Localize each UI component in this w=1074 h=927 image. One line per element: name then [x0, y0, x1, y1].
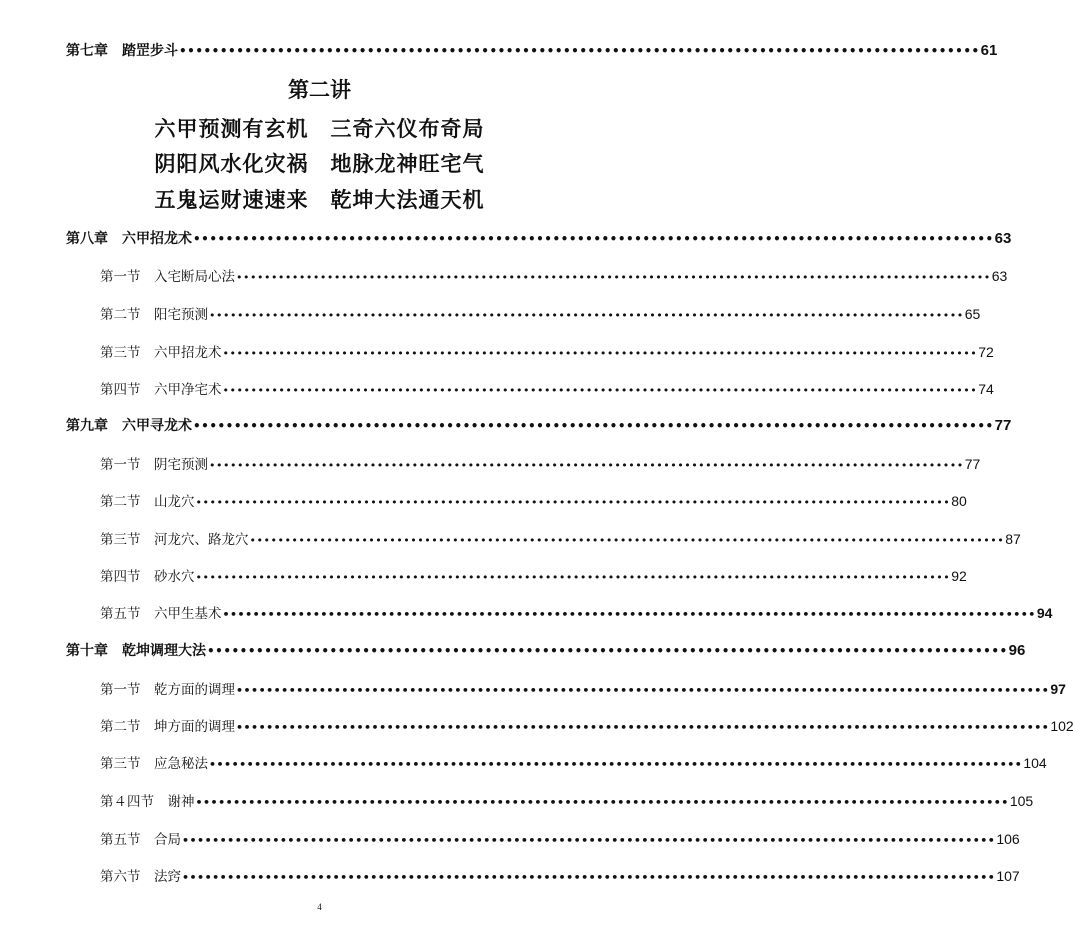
- toc-entry-line: [100, 602, 1053, 622]
- chapter-title: 第八章 六甲招龙术: [66, 231, 192, 247]
- page-number: 61: [980, 42, 998, 59]
- toc-section: [0, 600, 1053, 624]
- page-number: 63: [991, 268, 1008, 284]
- toc-entry-line: [100, 490, 967, 510]
- page-number: 77: [994, 417, 1012, 434]
- leader-dots: ••••••••••••••••••••••••••••••••••••••••••••••••••••••••••••••••••••••••••••••••••••••••••••••••••••••••••••: [222, 347, 978, 360]
- chapter-title: 第十章 乾坤调理大法: [66, 643, 206, 659]
- toc-section: [0, 451, 981, 475]
- page-number: 107: [996, 868, 1020, 884]
- section-title: 第二节 山龙穴: [100, 494, 195, 510]
- toc-section: [0, 713, 1074, 737]
- toc-chapter-10: [0, 638, 1026, 662]
- verse-line-2: 阴阳风水化灾祸 地脉龙神旺宅气: [154, 151, 485, 176]
- leader-dots: ••••••••••••••••••••••••••••••••••••••••••••••••••••••••••••••••••••••••••••••••••••••••••••••••••••••••••••: [236, 721, 1050, 734]
- page-number: 105: [1009, 793, 1034, 809]
- leader-dots: ••••••••••••••••••••••••••••••••••••••••••••••••••••••••••••••••••••••••••••••••••••••••••••••••••••••••••••: [236, 684, 1050, 697]
- toc-section: [0, 750, 1047, 774]
- page-number: 102: [1050, 718, 1074, 734]
- toc-entry-line: [100, 828, 1020, 848]
- toc-entry-line: [100, 303, 981, 323]
- toc-entry-line: [100, 678, 1066, 698]
- chapter-title: 第九章 六甲寻龙术: [66, 418, 192, 434]
- toc-entry-line: [100, 528, 1021, 548]
- section-title: 第三节 河龙穴、路龙穴: [100, 532, 249, 548]
- leader-dots: ••••••••••••••••••••••••••••••••••••••••••••••••••••••••••••••••••••••••••••••••••••••••••••••••••••••••••••: [222, 384, 978, 397]
- page-number: 63: [994, 230, 1012, 247]
- toc-section: [0, 826, 1020, 850]
- toc-entry-line: [100, 565, 967, 585]
- page-number: 80: [951, 493, 967, 509]
- leader-dots: ••••••••••••••••••••••••••••••••••••••••••••••••••••••••••••••••••••••••••••••••••••••••••••••••••••••••••••: [195, 571, 951, 584]
- leader-dots: ••••••••••••••••••••••••••••••••••••••••••••••••••••••••••••••••••••••••••••••••••••••••••••••••••••••••••••: [182, 871, 996, 884]
- toc-section: [0, 376, 994, 400]
- page-number: 87: [1005, 531, 1021, 547]
- lecture-title: 第二讲: [288, 77, 351, 102]
- verse-line-3: 五鬼运财速速来 乾坤大法通天机: [154, 187, 485, 212]
- toc-entry-line: [66, 415, 1012, 435]
- page-number: 92: [951, 568, 967, 584]
- page-number: 94: [1036, 605, 1053, 621]
- section-title: 第五节 合局: [100, 832, 181, 848]
- section-title: 第四节 六甲净宅术: [100, 382, 222, 398]
- leader-dots: ••••••••••••••••••••••••••••••••••••••••••••••••••••••••••••••••••••••••••••••••••••••••••••••••••••••••••••: [209, 309, 964, 322]
- toc-entry-line: [66, 228, 1012, 248]
- leader-dots: ••••••••••••••••••••••••••••••••••••••••••••••••••••••••••••••••••••••••••••••••••••••••••••••••••: [193, 232, 994, 246]
- toc-entry-line: [100, 715, 1074, 735]
- section-title: 第三节 应急秘法: [100, 756, 208, 772]
- page-number: 72: [978, 344, 994, 360]
- toc-entry-line: [100, 752, 1047, 772]
- toc-section: [0, 676, 1066, 700]
- toc-entry-line: [100, 265, 1008, 285]
- leader-dots: ••••••••••••••••••••••••••••••••••••••••••••••••••••••••••••••••••••••••••••••••••••••••••••••••••••••••••••: [209, 758, 1023, 771]
- toc-section: [0, 301, 981, 325]
- leader-dots: ••••••••••••••••••••••••••••••••••••••••••••••••••••••••••••••••••••••••••••••••••••••••••••••••••••••••••••: [236, 271, 991, 284]
- page-number: 97: [1050, 681, 1066, 697]
- toc-section: [0, 263, 1008, 287]
- section-title: 第五节 六甲生基术: [100, 606, 222, 622]
- toc-chapter-8: [0, 226, 1012, 250]
- page-number: 74: [978, 381, 994, 397]
- toc-chapter-9: [0, 413, 1012, 437]
- toc-section: [0, 339, 994, 363]
- toc-section: [0, 563, 967, 587]
- section-title: 第一节 阴宅预测: [100, 457, 208, 473]
- leader-dots: ••••••••••••••••••••••••••••••••••••••••••••••••••••••••••••••••••••••••••••••••••••••••••••••••••: [207, 644, 1008, 658]
- verse-line-1: 六甲预测有玄机 三奇六仪布奇局: [154, 116, 485, 141]
- toc-section: [0, 488, 967, 512]
- toc-section: [0, 526, 1021, 550]
- section-title: 第二节 阳宅预测: [100, 307, 208, 323]
- leader-dots: ••••••••••••••••••••••••••••••••••••••••••••••••••••••••••••••••••••••••••••••••••••••••••••••••••••••••••••: [222, 608, 1036, 621]
- leader-dots: ••••••••••••••••••••••••••••••••••••••••••••••••••••••••••••••••••••••••••••••••••••••••••••••••••••••••••••: [195, 796, 1009, 809]
- leader-dots: ••••••••••••••••••••••••••••••••••••••••••••••••••••••••••••••••••••••••••••••••••••••••••••••••••••••••••••: [209, 459, 964, 472]
- page-number: 96: [1008, 642, 1026, 659]
- section-title: 第一节 入宅断局心法: [100, 269, 235, 285]
- footer-page-number: 4: [317, 902, 322, 912]
- leader-dots: ••••••••••••••••••••••••••••••••••••••••••••••••••••••••••••••••••••••••••••••••••••••••••••••••••••••••••••: [195, 496, 951, 509]
- toc-entry-line: [66, 640, 1026, 660]
- toc-entry-line: [100, 378, 994, 398]
- toc-entry-line: [100, 453, 981, 473]
- toc-entry-line: [100, 790, 1034, 810]
- section-title: 第三节 六甲招龙术: [100, 345, 222, 361]
- leader-dots: ••••••••••••••••••••••••••••••••••••••••••••••••••••••••••••••••••••••••••••••••••••••••••••••••••: [193, 419, 994, 433]
- page-number: 106: [996, 831, 1020, 847]
- toc-entry-line: [100, 341, 994, 361]
- page-number: 65: [964, 306, 981, 322]
- page-number: 104: [1023, 755, 1047, 771]
- leader-dots: ••••••••••••••••••••••••••••••••••••••••••••••••••••••••••••••••••••••••••••••••••••••••••••••••••••••••••••: [182, 834, 996, 847]
- toc-entry-line: [66, 40, 998, 60]
- leader-dots: ••••••••••••••••••••••••••••••••••••••••••••••••••••••••••••••••••••••••••••••••••••••••••••••••••: [179, 44, 980, 58]
- page-number: 77: [964, 456, 981, 472]
- section-title: 第４四节 谢神: [100, 794, 195, 810]
- section-title: 第六节 法窍: [100, 869, 181, 885]
- toc-chapter-7: [0, 38, 998, 62]
- toc-entry-line: [100, 865, 1020, 885]
- leader-dots: ••••••••••••••••••••••••••••••••••••••••••••••••••••••••••••••••••••••••••••••••••••••••••••••••••••••••••••: [249, 534, 1005, 547]
- section-title: 第一节 乾方面的调理: [100, 682, 235, 698]
- section-title: 第四节 砂水穴: [100, 569, 195, 585]
- toc-section: [0, 863, 1020, 887]
- section-title: 第二节 坤方面的调理: [100, 719, 235, 735]
- toc-section: [0, 788, 1034, 812]
- chapter-title: 第七章 踏罡步斗: [66, 43, 178, 59]
